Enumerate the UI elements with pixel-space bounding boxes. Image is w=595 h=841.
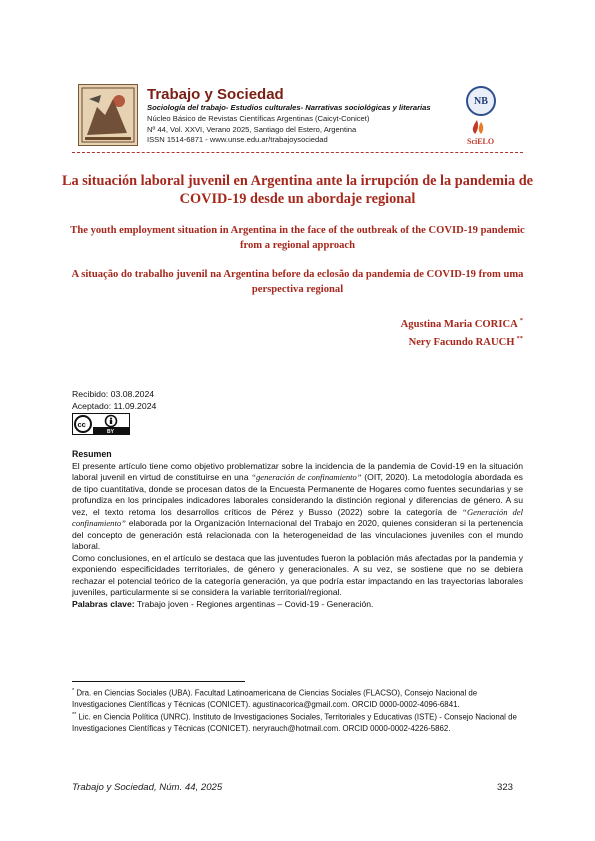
- abstract-paragraph-2: Como conclusiones, en el artículo se destaca que las juventudes fueron la población más afectadas por la pandemia y exponiendo especificidades territoriales, de género y generacionales. A su vez, se sostiene que no se debiera rechazar el potencial teórico de la categoría generación, ya que podría estar impactando en las trayectorias laborales juveniles, particularmente si se considera la variable territorial/regional.: [72, 552, 523, 597]
- footnote-1-text: Dra. en Ciencias Sociales (UBA). Facultad Latinoamericana de Ciencias Sociales (FLACSO), Consejo Nacional de Investigaciones Científicas y Técnicas (CONICET). agustinacorica@gmail.com. ORCID 0000-0002-4096-6841.: [72, 688, 478, 709]
- footer-journal-issue: Trabajo y Sociedad, Núm. 44, 2025: [72, 782, 223, 793]
- quote-generation-confinement: “Generación del confinamiento”: [72, 506, 523, 528]
- page-number: 323: [497, 782, 514, 793]
- author-1-footnote-mark[interactable]: *: [519, 317, 523, 324]
- keywords: [72, 599, 523, 611]
- journal-logo-image: [78, 84, 138, 146]
- article-title-portuguese: A situação do trabalho juvenil na Argentina before da eclosão da pandemia de COVID-19 from uma perspectiva regional: [71, 269, 524, 295]
- journal-indexing-line: Núcleo Básico de Revistas Científicas Argentinas (Caicyt-Conicet): [147, 114, 370, 123]
- author-1: [401, 317, 523, 330]
- author-2: [409, 335, 523, 348]
- by-label: BY: [107, 429, 114, 434]
- nb-logo-text: NB: [474, 95, 488, 107]
- journal-issn-line: ISSN 1514-6871 - www.unse.edu.ar/trabajoysociedad: [147, 135, 328, 144]
- abstract-heading: Resumen: [72, 449, 112, 459]
- footnote-2-text: Lic. en Ciencia Política (UNRC). Instituto de Investigaciones Sociales, Territoriales y Educativas (ISTE) - Consejo Nacional de Investigaciones Científicas y Técnicas (CONICET). neryrauch@hotmail.com. ORCID 0000-0002-4226-5862.: [72, 712, 517, 733]
- author-2-name: Nery Facundo RAUCH: [408, 337, 515, 348]
- footnote-2: [72, 710, 523, 734]
- scielo-logo: [463, 118, 503, 146]
- nb-logo: [466, 86, 496, 116]
- abstract-section: [72, 449, 523, 610]
- journal-title: Trabajo y Sociedad: [147, 86, 284, 103]
- abstract-paragraph-1: El presente artículo tiene como objetivo problematizar sobre la incidencia de la pandemia de Covid-19 en la situación laboral juvenil en virtud de constituirse en una “generación de confinamiento” (OIT, 2020). La metodología abordada es de tipo cuantitativa, donde se procesan datos de la Encuesta Permanente de Hogares como fuentes secundarias y se profundiza en los principales indicadores laborales considerando la distinción regional y diferencias de género. A su vez, el texto retoma los desarrollos críticos de Pérez y Busso (2022) sobre la categoría de “Generación del confinamiento” elaborada por la Organización Internacional del Trabajo en 2020, quienes consideran si la pertenencia del concepto de generación está relacionada con la heterogeneidad de las vinculaciones juveniles con el mundo laboral.: [72, 460, 523, 551]
- article-title-english: The youth employment situation in Argentina in the face of the outbreak of the COVID-19 pandemic from a regional approach: [70, 225, 525, 251]
- author-2-footnote-mark[interactable]: **: [516, 335, 523, 342]
- footnote-divider: [72, 681, 245, 682]
- scielo-logo-text: SciELO: [467, 137, 495, 146]
- footnote-1-mark: *: [72, 688, 75, 694]
- accepted-date: Aceptado: 11.09.2024: [72, 401, 157, 411]
- footnote-2-mark: **: [72, 711, 77, 718]
- keywords-label: Palabras clave:: [72, 598, 135, 609]
- author-1-name: Agustina Maria CORICA: [400, 319, 518, 330]
- cc-by-license-badge[interactable]: [72, 413, 130, 435]
- keywords-list: Trabajo joven - Regiones argentinas – Covid-19 - Generación.: [134, 598, 374, 609]
- journal-subtitle: Sociología del trabajo- Estudios culturales- Narrativas sociológicas y literarias: [147, 103, 431, 112]
- footnote-1: [72, 686, 523, 710]
- journal-issue-line: Nº 44, Vol. XXVI, Verano 2025, Santiago del Estero, Argentina: [147, 124, 357, 134]
- cc-icon-text: cc: [77, 420, 86, 429]
- header-divider: [72, 152, 523, 153]
- received-date: Recibido: 03.08.2024: [72, 389, 155, 399]
- article-title-spanish: La situación laboral juvenil en Argentina ante la irrupción de la pandemia de COVID-19 desde un abordaje regional: [61, 173, 534, 207]
- quote-confinement-generation: “generación de confinamiento”: [251, 472, 362, 482]
- footnotes-section: [72, 686, 523, 734]
